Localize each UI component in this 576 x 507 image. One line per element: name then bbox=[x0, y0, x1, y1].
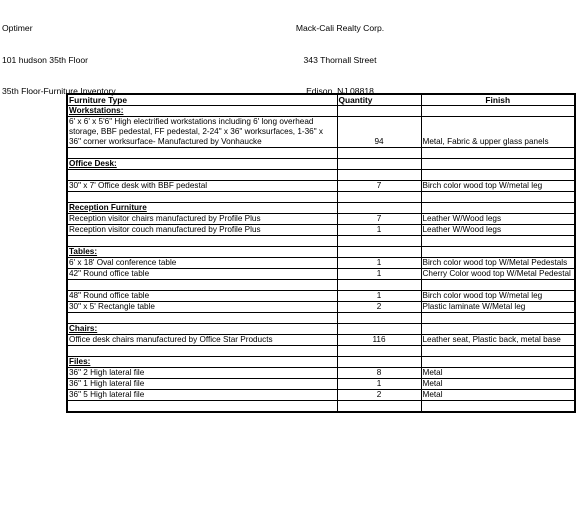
quantity-cell bbox=[337, 236, 421, 247]
quantity-cell: 7 bbox=[337, 181, 421, 192]
furniture-type-cell: 36" 5 High lateral file bbox=[67, 390, 337, 401]
table-row bbox=[67, 390, 575, 401]
finish-cell bbox=[421, 346, 575, 357]
spacer-row bbox=[67, 280, 575, 291]
section-header-row bbox=[67, 324, 575, 335]
furniture-type-cell: Reception Furniture bbox=[67, 203, 337, 214]
quantity-cell bbox=[337, 192, 421, 203]
spacer-row bbox=[67, 148, 575, 159]
section-header-row bbox=[67, 203, 575, 214]
table-row bbox=[67, 379, 575, 390]
finish-cell bbox=[421, 280, 575, 291]
furniture-type-cell bbox=[67, 346, 337, 357]
furniture-type-cell bbox=[67, 170, 337, 181]
finish-cell bbox=[421, 203, 575, 214]
landlord-street: 343 Thornall Street bbox=[303, 54, 377, 65]
quantity-cell: 1 bbox=[337, 225, 421, 236]
furniture-type-cell: 6' x 18' Oval conference table bbox=[67, 258, 337, 269]
furniture-type-cell: Tables: bbox=[67, 247, 337, 258]
section-header-row bbox=[67, 106, 575, 117]
quantity-cell bbox=[337, 324, 421, 335]
furniture-type-cell: Workstations: bbox=[67, 106, 337, 117]
furniture-type-cell bbox=[67, 280, 337, 291]
spacer-row bbox=[67, 346, 575, 357]
table-row bbox=[67, 368, 575, 379]
furniture-inventory-table bbox=[66, 93, 576, 413]
table-body bbox=[67, 106, 575, 413]
document-subtitle: 35th Floor-Furniture Inventory bbox=[2, 86, 116, 96]
table-row bbox=[67, 258, 575, 269]
quantity-cell bbox=[337, 357, 421, 368]
furniture-type-cell: Chairs: bbox=[67, 324, 337, 335]
finish-cell: Birch color wood top W/metal leg bbox=[421, 181, 575, 192]
table-row bbox=[67, 302, 575, 313]
spacer-row bbox=[67, 170, 575, 181]
quantity-cell: 8 bbox=[337, 368, 421, 379]
table-row bbox=[67, 117, 575, 148]
finish-cell: Birch color wood top W/metal leg bbox=[421, 291, 575, 302]
finish-cell bbox=[421, 401, 575, 413]
section-header-row bbox=[67, 357, 575, 368]
landlord-city: Edison, NJ 08818 bbox=[306, 86, 374, 96]
table-row bbox=[67, 181, 575, 192]
spacer-row bbox=[67, 313, 575, 324]
quantity-cell: 2 bbox=[337, 302, 421, 313]
quantity-cell bbox=[337, 106, 421, 117]
finish-cell bbox=[421, 192, 575, 203]
company-address: 101 hudson 35th Floor bbox=[2, 54, 89, 65]
quantity-cell: 116 bbox=[337, 335, 421, 346]
furniture-type-cell: Files: bbox=[67, 357, 337, 368]
finish-cell bbox=[421, 148, 575, 159]
furniture-type-cell: Office desk chairs manufactured by Office Star Products bbox=[67, 335, 337, 346]
spacer-row bbox=[67, 192, 575, 203]
quantity-cell: 94 bbox=[337, 117, 421, 148]
landlord-name: Mack-Cali Realty Corp. bbox=[295, 23, 385, 33]
table-header-row bbox=[67, 94, 575, 106]
furniture-type-cell: 30" x 7' Office desk with BBF pedestal bbox=[67, 181, 337, 192]
table-row bbox=[67, 269, 575, 280]
table-row bbox=[67, 335, 575, 346]
quantity-cell: 1 bbox=[337, 269, 421, 280]
table-row bbox=[67, 291, 575, 302]
quantity-cell: 7 bbox=[337, 214, 421, 225]
furniture-type-cell: Office Desk: bbox=[67, 159, 337, 170]
furniture-type-cell: 36" 2 High lateral file bbox=[67, 368, 337, 379]
quantity-cell bbox=[337, 170, 421, 181]
section-header-row bbox=[67, 247, 575, 258]
furniture-type-cell: 6' x 6' x 5'6" High electrified workstations including 6' long overhead storage, BBF pedestal, FF pedestal, 2-24" x 36" worksurfaces, 1-36" x 36" corner worksurface- Manufactured by Vonhaucke bbox=[67, 117, 337, 148]
quantity-cell: 1 bbox=[337, 379, 421, 390]
quantity-cell bbox=[337, 247, 421, 258]
finish-cell bbox=[421, 313, 575, 324]
quantity-cell: 1 bbox=[337, 258, 421, 269]
furniture-type-cell: 42" Round office table bbox=[67, 269, 337, 280]
table-row bbox=[67, 214, 575, 225]
finish-cell: Leather W/Wood legs bbox=[421, 214, 575, 225]
finish-cell: Metal, Fabric & upper glass panels bbox=[421, 117, 575, 148]
column-header-quantity: Quantity bbox=[337, 94, 421, 106]
quantity-cell bbox=[337, 148, 421, 159]
finish-cell bbox=[421, 247, 575, 258]
landlord-address-block bbox=[0, 2, 576, 107]
finish-cell: Plastic laminate W/Metal leg bbox=[421, 302, 575, 313]
furniture-type-cell: 30" x 5' Rectangle table bbox=[67, 302, 337, 313]
spacer-row bbox=[67, 236, 575, 247]
finish-cell bbox=[421, 236, 575, 247]
furniture-type-cell: 48" Round office table bbox=[67, 291, 337, 302]
furniture-type-cell bbox=[67, 236, 337, 247]
furniture-type-cell: Reception visitor couch manufactured by Profile Plus bbox=[67, 225, 337, 236]
finish-cell bbox=[421, 106, 575, 117]
finish-cell: Leather W/Wood legs bbox=[421, 225, 575, 236]
finish-cell bbox=[421, 159, 575, 170]
finish-cell bbox=[421, 357, 575, 368]
spacer-row bbox=[67, 401, 575, 413]
quantity-cell: 2 bbox=[337, 390, 421, 401]
furniture-type-cell bbox=[67, 148, 337, 159]
furniture-type-cell bbox=[67, 192, 337, 203]
finish-cell: Metal bbox=[421, 390, 575, 401]
finish-cell: Leather seat, Plastic back, metal base bbox=[421, 335, 575, 346]
finish-cell: Metal bbox=[421, 368, 575, 379]
finish-cell: Metal bbox=[421, 379, 575, 390]
quantity-cell bbox=[337, 313, 421, 324]
finish-cell: Cherry Color wood top W/Metal Pedestal bbox=[421, 269, 575, 280]
finish-cell bbox=[421, 324, 575, 335]
column-header-furniture-type: Furniture Type bbox=[67, 94, 337, 106]
company-name: Optimer bbox=[2, 23, 33, 33]
quantity-cell bbox=[337, 346, 421, 357]
furniture-type-cell bbox=[67, 313, 337, 324]
quantity-cell bbox=[337, 280, 421, 291]
quantity-cell bbox=[337, 401, 421, 413]
furniture-type-cell bbox=[67, 401, 337, 413]
furniture-type-cell: Reception visitor chairs manufactured by Profile Plus bbox=[67, 214, 337, 225]
quantity-cell bbox=[337, 203, 421, 214]
table-row bbox=[67, 225, 575, 236]
quantity-cell: 1 bbox=[337, 291, 421, 302]
finish-cell bbox=[421, 170, 575, 181]
column-header-finish: Finish bbox=[421, 94, 575, 106]
finish-cell: Birch color wood top W/Metal Pedestals bbox=[421, 258, 575, 269]
section-header-row bbox=[67, 159, 575, 170]
furniture-type-cell: 36" 1 High lateral file bbox=[67, 379, 337, 390]
quantity-cell bbox=[337, 159, 421, 170]
